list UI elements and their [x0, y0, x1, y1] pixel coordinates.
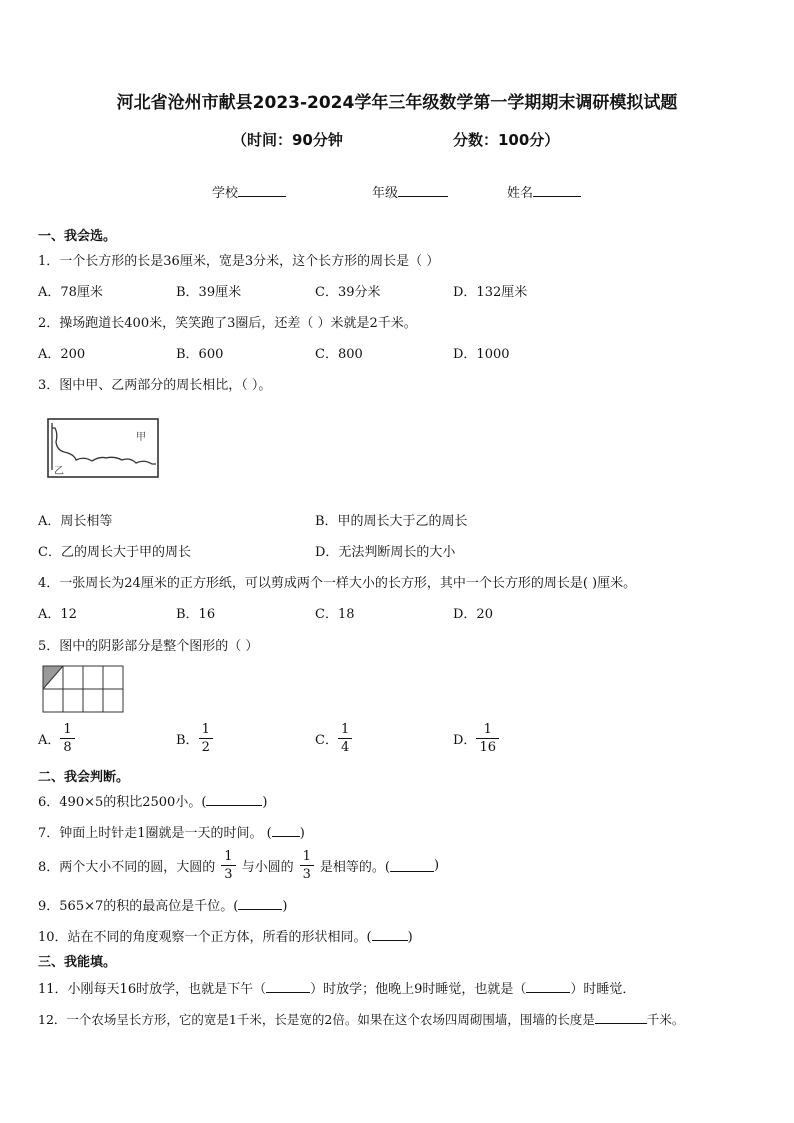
q3-option-d[interactable]: D．无法判断周长的大小 — [315, 545, 456, 560]
q5-b-label: B． — [176, 733, 199, 748]
q11-text-2: ）时放学；他晚上9时睡觉，也就是（ — [310, 982, 527, 997]
section-heading-choice: 一、我会选。 — [38, 229, 117, 244]
grade-label: 年级 — [372, 186, 399, 201]
q4-option-c[interactable]: C．18 — [315, 607, 355, 622]
q5-option-b[interactable] — [176, 721, 213, 756]
q11-text-3: ）时睡觉． — [570, 982, 636, 997]
name-blank[interactable] — [533, 184, 581, 197]
school-label: 学校 — [212, 186, 239, 201]
q12-answer-blank[interactable] — [595, 1011, 647, 1024]
q2-option-b[interactable]: B．600 — [176, 347, 224, 362]
question-2: 2．操场跑道长400米，笑笑跑了3圈后，还差（ ）米就是2千米。 — [38, 316, 417, 331]
q5-b-denominator: 2 — [201, 740, 210, 755]
exam-score: 分数：100分） — [453, 131, 560, 149]
q5-c-numerator: 1 — [338, 721, 352, 739]
question-12 — [38, 1010, 684, 1028]
q8-close-paren: ) — [433, 858, 440, 873]
question-11 — [38, 978, 635, 997]
q3-figure — [44, 416, 162, 482]
section-heading-judge: 二、我会判断。 — [38, 770, 130, 785]
q8-text-1: 8．两个大小不同的圆，大圆的 — [38, 860, 216, 875]
q11-answer-blank-2[interactable] — [526, 980, 570, 993]
q8-den-1: 3 — [224, 867, 233, 882]
q10-close-paren: ) — [407, 930, 413, 945]
q1-option-c[interactable]: C．39分米 — [315, 285, 381, 300]
page-title: 河北省沧州市献县2023-2024学年三年级数学第一学期期末调研模拟试题 — [116, 93, 678, 113]
q5-a-denominator: 8 — [63, 740, 72, 755]
q8-num-2: 1 — [300, 848, 314, 866]
q3-label-jia: 甲 — [136, 432, 146, 443]
section-heading-fill: 三、我能填。 — [38, 955, 117, 970]
q5-option-a[interactable] — [38, 721, 75, 756]
q5-b-numerator: 1 — [199, 721, 213, 739]
q8-answer-blank[interactable] — [390, 859, 434, 872]
q4-option-a[interactable]: A．12 — [38, 607, 77, 622]
q8-num-1: 1 — [221, 848, 235, 866]
q3-option-a[interactable]: A．周长相等 — [38, 514, 113, 529]
name-label: 姓名 — [507, 186, 534, 201]
q5-a-numerator: 1 — [60, 721, 74, 739]
q6-answer-blank[interactable] — [206, 793, 262, 806]
q1-option-d[interactable]: D．132厘米 — [453, 285, 528, 300]
question-8 — [38, 848, 439, 883]
q4-option-d[interactable]: D．20 — [453, 607, 493, 622]
grade-blank[interactable] — [398, 184, 448, 197]
q11-text-1: 11．小刚每天16时放学，也就是下午（ — [38, 982, 267, 997]
q1-option-a[interactable]: A．78厘米 — [38, 285, 103, 300]
question-10 — [38, 926, 413, 945]
q12-unit: 千米。 — [646, 1012, 685, 1027]
q7-text: 7．钟面上时针走1圈就是一天的时间。 ( — [38, 826, 272, 841]
q2-option-d[interactable]: D．1000 — [453, 347, 510, 362]
q2-option-c[interactable]: C．800 — [315, 347, 363, 362]
exam-time: （时间：90分钟 — [232, 131, 343, 149]
question-4: 4．一张周长为24厘米的正方形纸，可以剪成两个一样大小的长方形，其中一个长方形的周长是( )厘米。 — [38, 576, 637, 591]
q11-answer-blank-1[interactable] — [266, 980, 310, 993]
q5-c-denominator: 4 — [340, 740, 350, 755]
q10-answer-blank[interactable] — [372, 928, 408, 941]
q3-label-yi: 乙 — [54, 466, 64, 477]
q6-close-paren: ) — [262, 795, 268, 810]
question-3: 3．图中甲、乙两部分的周长相比，（ ）。 — [38, 378, 272, 393]
q3-wavy-divider — [52, 423, 156, 470]
q8-den-2: 3 — [302, 867, 311, 882]
q5-a-label: A． — [38, 733, 61, 748]
q5-b-fraction — [199, 721, 213, 756]
q5-c-fraction — [338, 721, 352, 756]
q5-c-label: C． — [315, 733, 338, 748]
q10-text: 10．站在不同的角度观察一个正方体，所看的形状相同。( — [38, 930, 372, 945]
school-field — [212, 182, 286, 201]
question-5: 5．图中的阴影部分是整个图形的（ ） — [38, 639, 259, 654]
q8-fraction-2 — [300, 848, 314, 883]
q9-answer-blank[interactable] — [238, 897, 282, 910]
q5-d-numerator: 1 — [476, 721, 499, 739]
q8-text-2: 与小圆的 — [241, 860, 294, 875]
q5-d-denominator: 16 — [479, 740, 496, 755]
q9-text: 9．565×7的积的最高位是千位。( — [38, 899, 239, 914]
q8-text-3: 是相等的。( — [319, 860, 390, 875]
question-1: 1．一个长方形的长是36厘米，宽是3分米，这个长方形的周长是（ ） — [38, 254, 440, 269]
q5-option-c[interactable] — [315, 721, 352, 756]
q1-option-b[interactable]: B．39厘米 — [176, 285, 242, 300]
q7-answer-blank[interactable] — [272, 824, 300, 837]
question-7 — [38, 822, 305, 841]
q5-d-label: D． — [453, 733, 477, 748]
q9-close-paren: ) — [282, 899, 288, 914]
q3-option-b[interactable]: B．甲的周长大于乙的周长 — [315, 514, 468, 529]
q3-figure-border — [48, 419, 158, 477]
q8-fraction-1 — [221, 848, 235, 883]
q2-option-a[interactable]: A．200 — [38, 347, 86, 362]
question-6 — [38, 791, 267, 810]
q5-d-fraction — [476, 721, 499, 756]
q5-option-d[interactable] — [453, 721, 499, 756]
school-blank[interactable] — [238, 184, 286, 197]
q6-text: 6．490×5的积比2500小。( — [38, 795, 207, 810]
question-9 — [38, 895, 287, 914]
q4-option-b[interactable]: B．16 — [176, 607, 216, 622]
q12-text: 12．一个农场呈长方形，它的宽是1千米，长是宽的2倍。如果在这个农场四周砌围墙，围墙的长度是 — [38, 1012, 595, 1027]
q3-option-c[interactable]: C．乙的周长大于甲的周长 — [38, 545, 191, 560]
q7-close-paren: ) — [299, 826, 305, 841]
q5-a-fraction — [60, 721, 74, 756]
q5-grid-figure — [42, 665, 124, 713]
name-field — [507, 182, 581, 201]
grade-field — [372, 182, 448, 201]
